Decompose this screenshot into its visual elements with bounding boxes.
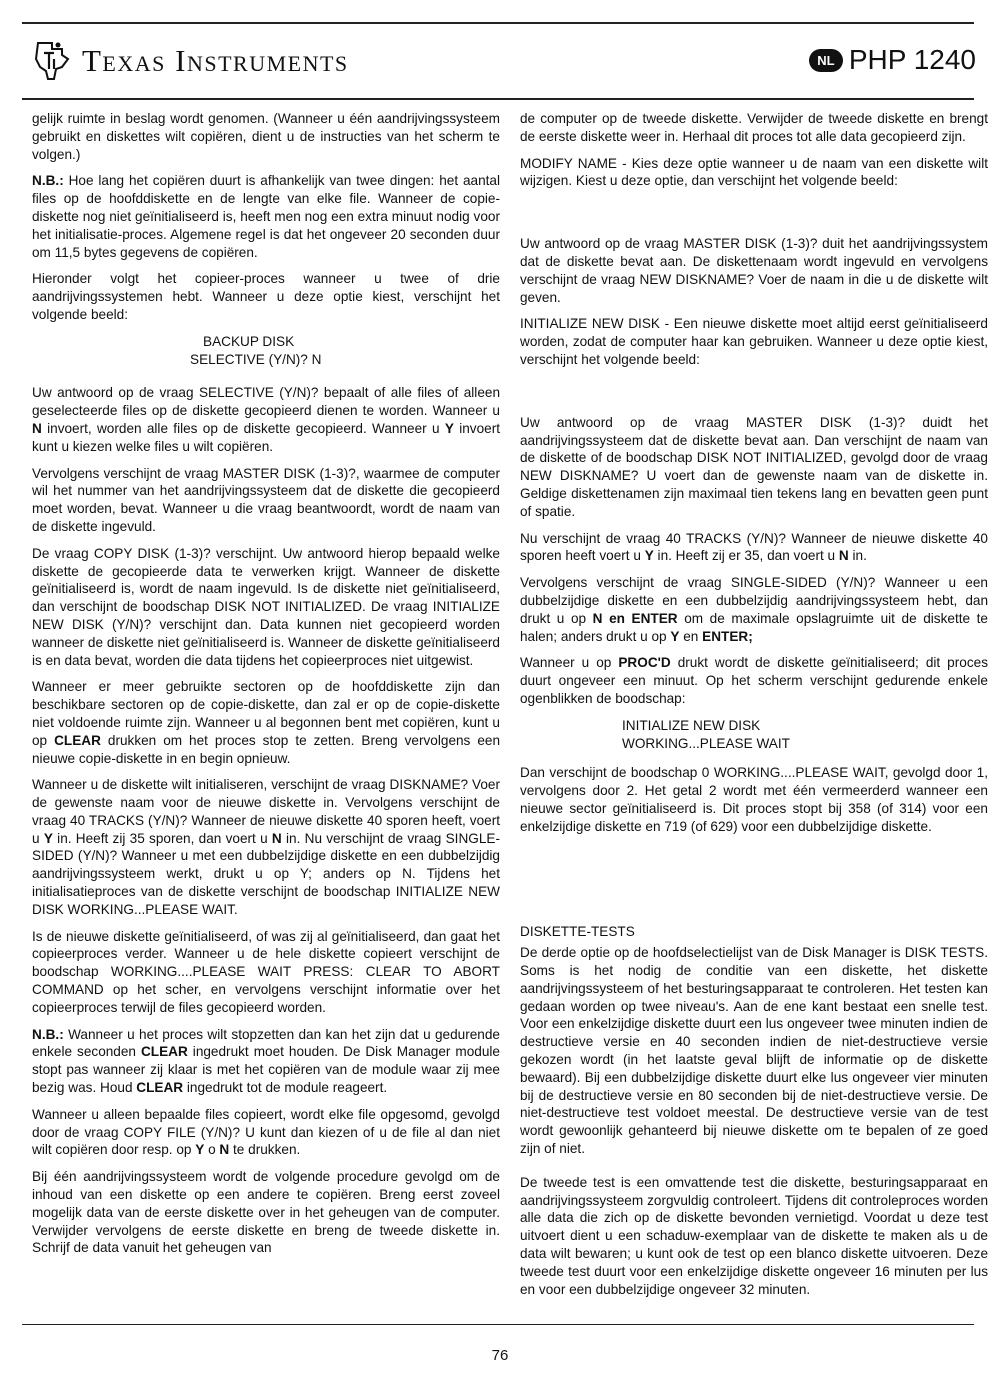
brand-header [32, 36, 349, 86]
key-clear: CLEAR [136, 1080, 184, 1096]
key-n: N [592, 610, 603, 626]
key-clear: CLEAR [140, 1044, 188, 1060]
header-rule [22, 98, 974, 100]
model-number: PHP 1240 [848, 44, 976, 75]
screen-line: SELECTIVE (Y/N)? N [190, 351, 322, 367]
screen-display [32, 333, 500, 369]
note-label: N.B.: [32, 173, 64, 189]
screen-line: BACKUP DISK [203, 333, 295, 349]
key-y: Y [670, 628, 680, 644]
key-enter: ENTER; [702, 628, 753, 644]
left-column [32, 110, 500, 1266]
paragraph: Uw antwoord op de vraag MASTER DISK (1-3)? duit het aandrijvingssystem dat de diskette bevat aan. De diskettenaam wordt ingevuld en vervolgens verschijnt de vraag NEW DISKNAME? Voer de naam in die u de diskette wilt geven. [520, 236, 988, 305]
paragraph: Is de nieuwe diskette geïnitialiseerd, of was zij al geïnitialiseerd, dan gaat het copieerproces verder. Wanneer u de hele diskette copieert verschijnt de boodschap WORKING....PLEASE WAIT PRESS: CLEAR TO ABORT COMMAND op het scher, en vervolgens verschijnt informatie over het copieerproces terwijl de files gecopieerd worden. [32, 928, 500, 1015]
screen-line: WORKING...PLEASE WAIT [622, 735, 790, 751]
paragraph: Wanneer u de diskette wilt initialiseren, verschijnt de vraag DISKNAME? Voer de gewenste naam voor de nieuwe diskette in. Vervolgens verschijnt de vraag 40 TRACKS (Y/N)? Wanneer de nieuwe diskette 40 sporen heeft, voert u Y in. Heeft zij 35 sporen, dan voert u N in. Nu verschijnt de vraag SINGLE-SIDED (Y/N)? Wanneer u met een dubbelzijdige diskette en een dubbelzijdig aandrijvingssysteem werkt, drukt u op Y; anders op N. Tijdens het initialisatieproces van de diskette verschijnt de boodschap INITIALIZE NEW DISK WORKING...PLEASE WAIT. [32, 777, 500, 917]
key-y: Y [43, 830, 53, 846]
paragraph: Vervolgens verschijnt de vraag SINGLE-SIDED (Y/N)? Wanneer u een dubbelzijdige diskette en een dubbelzijdig aandrijvingssysteem hebt, dan drukt u op N en ENTER om de maximale opslagruimte uit de diskette te halen; anders drukt u op Y en ENTER; [520, 575, 988, 644]
paragraph: Wanneer u op PROC'D drukt wordt de diskette geïnitialiseerd; dit proces duurt ongeveer een minuut. Op het scherm verschijnt gedurende enkele ogenblikken de boodschap: [520, 655, 988, 706]
section-heading: DISKETTE-TESTS [520, 923, 635, 939]
key-n: N [838, 548, 849, 564]
paragraph: Nu verschijnt de vraag 40 TRACKS (Y/N)? Wanneer de nieuwe diskette 40 sporen heeft voert u Y in. Heeft zij er 35, dan voert u N in. [520, 530, 988, 564]
paragraph: Bij één aandrijvingssysteem wordt de volgende procedure gevolgd om de inhoud van een diskette op een andere te copiëren. Breng eerst zoveel mogelijk data van de eerste diskette over in het geheugen van de computer. Verwijder vervolgens de eerste diskette en breng de tweede diskette in. Schrijf de data vanuit het geheugen van [32, 1169, 500, 1256]
paragraph: N.B.: Wanneer u het proces wilt stopzetten dan kan het zijn dat u gedurende enkele seconden CLEAR ingedrukt moet houden. De Disk Manager module stopt pas wanneer zij klaar is met het copiëren van de module waar zij mee bezig was. Houd CLEAR ingedrukt tot de module reageert. [32, 1026, 500, 1096]
key-clear: CLEAR [54, 732, 101, 748]
footer-rule [22, 1324, 974, 1325]
ti-logo-icon [32, 39, 72, 83]
paragraph: De vraag COPY DISK (1-3)? verschijnt. Uw antwoord hierop bepaald welke diskette de gecopieerde data te verwerken krijgt. Wanneer de diskette geïnitialiseerd is, wordt de naam ingevuld. Is de diskette niet geïnitialiseerd, dan verschijnt de boodschap DISK NOT INITIALIZED. De vraag INITIALIZE NEW DISK (Y/N)? verschijnt dan. Data kunnen niet gecopieerd worden wanneer de diskette niet geïnitialiseerd is. Wanneer de diskette geïnitialiseerd is en data bevat, worden die data tijdens het copieerproces niet uitgewist. [32, 545, 500, 668]
screen-line: INITIALIZE NEW DISK [622, 717, 761, 733]
paragraph: De tweede test is een omvattende test die diskette, besturingsapparaat en aandrijvingssysteem zorgvuldig controleert. Tijdens dit controleproces worden alle data die zich op de diskette bevonden vernietigd. Voordat u deze test uitvoert dient u een schaduw-exemplaar van de diskette te maken als u de data wilt bewaren; u kunt ook de test op een blanco diskette uitvoeren. Deze tweede test duurt voor een enkelzijdige diskette ongeveer 16 minuten per lus en voor een dubbelzijdige ongeveer 32 minuten. [520, 1174, 988, 1297]
model-header [809, 44, 976, 76]
page-number: 76 [491, 1347, 509, 1364]
spacer [520, 845, 988, 923]
key-n: N [219, 1142, 230, 1158]
screen-placeholder [520, 378, 988, 414]
paragraph: de computer op de tweede diskette. Verwijder de tweede diskette en brengt de eerste diskette weer in. Herhaal dit proces tot alle data gecopieerd zijn. [520, 111, 988, 144]
paragraph [32, 172, 500, 261]
paragraph: Wanneer u alleen bepaalde files copieert, wordt elke file opgesomd, gevolgd door de vraag COPY FILE (Y/N)? U kunt dan kiezen of u de file al dan niet wilt copiëren door resp. op Y o N te drukken. [32, 1106, 500, 1158]
key-y: Y [644, 548, 654, 564]
paragraph-text: Hoe lang het copiëren duurt is afhankelijk van twee dingen: het aantal files op de hoofddiskette en de lengte van elke file. Wanneer de copie-diskette nog niet geïnitialiseerd is, heeft men nog een extra minuut nodig voor het initialisatie-proces. Algemene regel is dat het ongeveer 20 seconden duur om 11,5 bytes gegevens de copiëren. [32, 173, 501, 260]
key-n: N [32, 420, 42, 436]
paragraph: Dan verschijnt de boodschap 0 WORKING....PLEASE WAIT, gevolgd door 1, vervolgens door 2. Het getal 2 wordt met één vermeerderd wanneer een nieuwe sector geïnitialiseerd is. Dit proces stopt bij 358 (of 314) voor een enkelzijdige diskette en 719 (of 629) voor een dubbelzijdige diskette. [520, 765, 988, 834]
key-procd: PROC'D [618, 655, 671, 671]
language-badge: NL [809, 49, 843, 72]
key-y: Y [195, 1142, 205, 1158]
brand-name: Texas Instruments [82, 43, 349, 78]
paragraph: Hieronder volgt het copieer-proces wanneer u twee of drie aandrijvingssystemen hebt. Wanneer u deze optie kiest, verschijnt het volgende beeld: [32, 271, 500, 322]
paragraph: gelijk ruimte in beslag wordt genomen. (Wanneer u één aandrijvingssysteem gebruikt en diskettes wilt copiëren, dient u de instructies van het scherm te volgen.) [32, 111, 500, 162]
note-label: N.B.: [32, 1026, 64, 1042]
right-column [520, 110, 988, 1307]
paragraph: De derde optie op de hoofdselectielijst van de Disk Manager is DISK TESTS. Soms is het nodig de conditie van een diskette, het diskette aandrijvingssysteem of het besturingsapparaat te controleren. Het testen kan gedaan worden op twee niveau's. Aan de ene kant bestaat een snelle test. Voor een enkelzijdige diskette duurt een lus ongeveer twee minuten indien de destructieve versie en 40 seconden indien de niet-destructieve versie gekozen wordt (in het laatste geval blijft de informatie op de diskette bewaard). Bij een dubbelzijdige diskette duurt elke lus ongeveer vier minuten bij de destructieve versie en 80 seconden bij de niet-destructieve versie. De niet-destructieve test voldoet meestal. De destructieve versie van de test wordt gewoonlijk gehanteerd bij nieuwe diskette om te bepalen of ze goed zijn of niet. [520, 945, 988, 1157]
paragraph: MODIFY NAME - Kies deze optie wanneer u de naam van een diskette wilt wijzigen. Kiest u deze optie, dan verschijnt het volgende beeld: [520, 155, 988, 189]
top-rule [22, 22, 974, 24]
paragraph: INITIALIZE NEW DISK - Een nieuwe diskette moet altijd eerst geïnitialiseerd worden, zodat de computer haar kan gebruiken. Wanneer u deze optie kiest, verschijnt het volgende beeld: [520, 316, 988, 367]
paragraph: Wanneer er meer gebruikte sectoren op de hoofddiskette zijn dan beschikbare sectoren op de copie-diskette, dan zal er op de copie-diskette niet voldoende ruimte zijn. Wanneer u al begonnen bent met copiëren, kunt u op CLEAR drukken om het proces stop te zetten. Breng vervolgens een nieuwe copie-diskette in en begin opnieuw. [32, 679, 500, 766]
key-y: Y [444, 420, 454, 436]
paragraph: Vervolgens verschijnt de vraag MASTER DISK (1-3)?, waarmee de computer wil het nummer van het aandrijvingssysteem dat de diskette die gecopieerd moet worden, bevat. Wanneer u die vraag beantwoordt, wordt de naam van de diskette ingevuld. [32, 465, 500, 534]
paragraph: Uw antwoord op de vraag SELECTIVE (Y/N)? bepaalt of alle files of alleen geselecteerde files op de diskette gecopieerd dienen te worden. Wanneer u N invoert, worden alle files op de diskette gecopieerd. Wanneer u Y invoert kunt u kiezen welke files u wilt copiëren. [32, 385, 501, 454]
key-n: N [271, 830, 282, 846]
screen-display [520, 717, 988, 753]
paragraph: Uw antwoord op de vraag MASTER DISK (1-3)? duidt het aandrijvingssysteem dat de diskette bevat aan. Dan verschijnt de naam van de diskette of de boodschap DISK NOT INITIALIZED, gevolgd door de vraag NEW DISKNAME? U voert dan de gewenste naam van de diskette in. Geldige diskettenamen zijn maximaal tien tekens lang en bevatten geen punt of spatie. [520, 414, 988, 519]
key-enter: ENTER [631, 610, 678, 626]
screen-placeholder [520, 199, 988, 235]
